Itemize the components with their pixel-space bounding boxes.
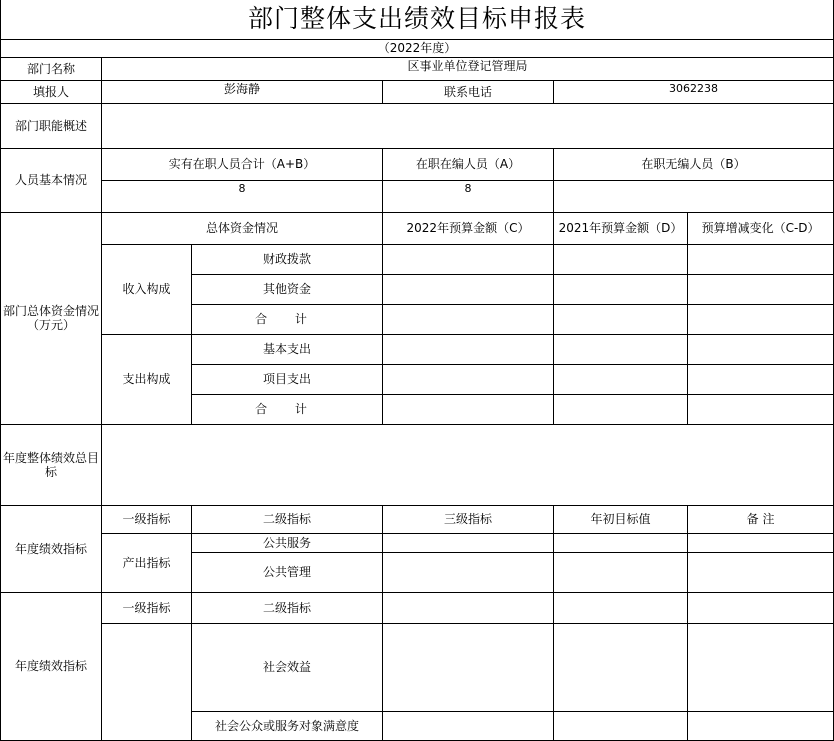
perf1-level3-header: 三级指标 [383, 505, 554, 533]
perf2-level1-header: 一级指标 [102, 592, 192, 623]
dept-name-label: 部门名称 [1, 57, 102, 80]
perf2-social-benefit: 社会效益 [192, 623, 383, 711]
income-fiscal: 财政拨款 [192, 244, 383, 274]
perf1-remark-header: 备 注 [688, 505, 834, 533]
dept-function-value [102, 103, 834, 148]
expense-basic: 基本支出 [192, 334, 383, 364]
cell [383, 711, 554, 740]
form-year: （2022年度） [1, 39, 834, 57]
cell [383, 244, 554, 274]
perf2-level1-empty [102, 623, 192, 740]
annual-goal-label: 年度整体绩效总目标 [1, 424, 102, 505]
cell [383, 533, 554, 552]
cell [688, 623, 834, 711]
cell [688, 711, 834, 740]
perf1-level2-header: 二级指标 [192, 505, 383, 533]
cell [688, 552, 834, 592]
cell [383, 552, 554, 592]
cell [688, 533, 834, 552]
perf2-level2-header: 二级指标 [192, 592, 383, 623]
perf2-satisfaction: 社会公众或服务对象满意度 [192, 711, 383, 740]
expense-label: 支出构成 [102, 334, 192, 424]
phone-label: 联系电话 [383, 80, 554, 103]
cell [554, 623, 688, 711]
personnel-total-header: 实有在职人员合计（A+B） [102, 148, 383, 180]
perf1-item-public-service: 公共服务 [192, 533, 383, 552]
cell [554, 304, 688, 334]
cell [554, 711, 688, 740]
cell [383, 592, 554, 623]
personnel-unstaffed-value [554, 180, 834, 212]
cell [383, 304, 554, 334]
income-other: 其他资金 [192, 274, 383, 304]
cell [383, 334, 554, 364]
expense-total: 合 计 [192, 394, 383, 424]
income-total: 合 计 [192, 304, 383, 334]
form-title: 部门整体支出绩效目标申报表 [1, 0, 834, 39]
personnel-label: 人员基本情况 [1, 148, 102, 212]
personnel-staffed-value: 8 [383, 180, 554, 212]
perf1-item-public-management: 公共管理 [192, 552, 383, 592]
cell [688, 244, 834, 274]
filler-value: 彭海静 [102, 80, 383, 103]
funds-diff-header: 预算增减变化（C-D） [688, 212, 834, 244]
funds-header: 总体资金情况 [102, 212, 383, 244]
cell [383, 623, 554, 711]
cell [554, 364, 688, 394]
filler-label: 填报人 [1, 80, 102, 103]
funds-label: 部门总体资金情况（万元） [1, 212, 102, 424]
personnel-total-value: 8 [102, 180, 383, 212]
cell [554, 334, 688, 364]
cell [688, 334, 834, 364]
funds-2022-header: 2022年预算金额（C） [383, 212, 554, 244]
annual-goal-value [102, 424, 834, 505]
perf2-label: 年度绩效指标 [1, 592, 102, 740]
dept-function-label: 部门职能概述 [1, 103, 102, 148]
funds-2021-header: 2021年预算金额（D） [554, 212, 688, 244]
cell [383, 364, 554, 394]
cell [554, 533, 688, 552]
dept-name-value: 区事业单位登记管理局 [102, 57, 834, 80]
cell [688, 304, 834, 334]
cell [554, 244, 688, 274]
cell [554, 592, 688, 623]
perf1-target-header: 年初目标值 [554, 505, 688, 533]
cell [554, 274, 688, 304]
perf1-label: 年度绩效指标 [1, 505, 102, 592]
income-label: 收入构成 [102, 244, 192, 334]
expense-project: 项目支出 [192, 364, 383, 394]
personnel-staffed-header: 在职在编人员（A） [383, 148, 554, 180]
cell [688, 274, 834, 304]
phone-value: 3062238 [554, 80, 834, 103]
perf1-level1-header: 一级指标 [102, 505, 192, 533]
cell [688, 592, 834, 623]
cell [554, 552, 688, 592]
cell [688, 364, 834, 394]
output-indicator-label: 产出指标 [102, 533, 192, 592]
cell [688, 394, 834, 424]
cell [554, 394, 688, 424]
personnel-unstaffed-header: 在职无编人员（B） [554, 148, 834, 180]
cell [383, 394, 554, 424]
cell [383, 274, 554, 304]
